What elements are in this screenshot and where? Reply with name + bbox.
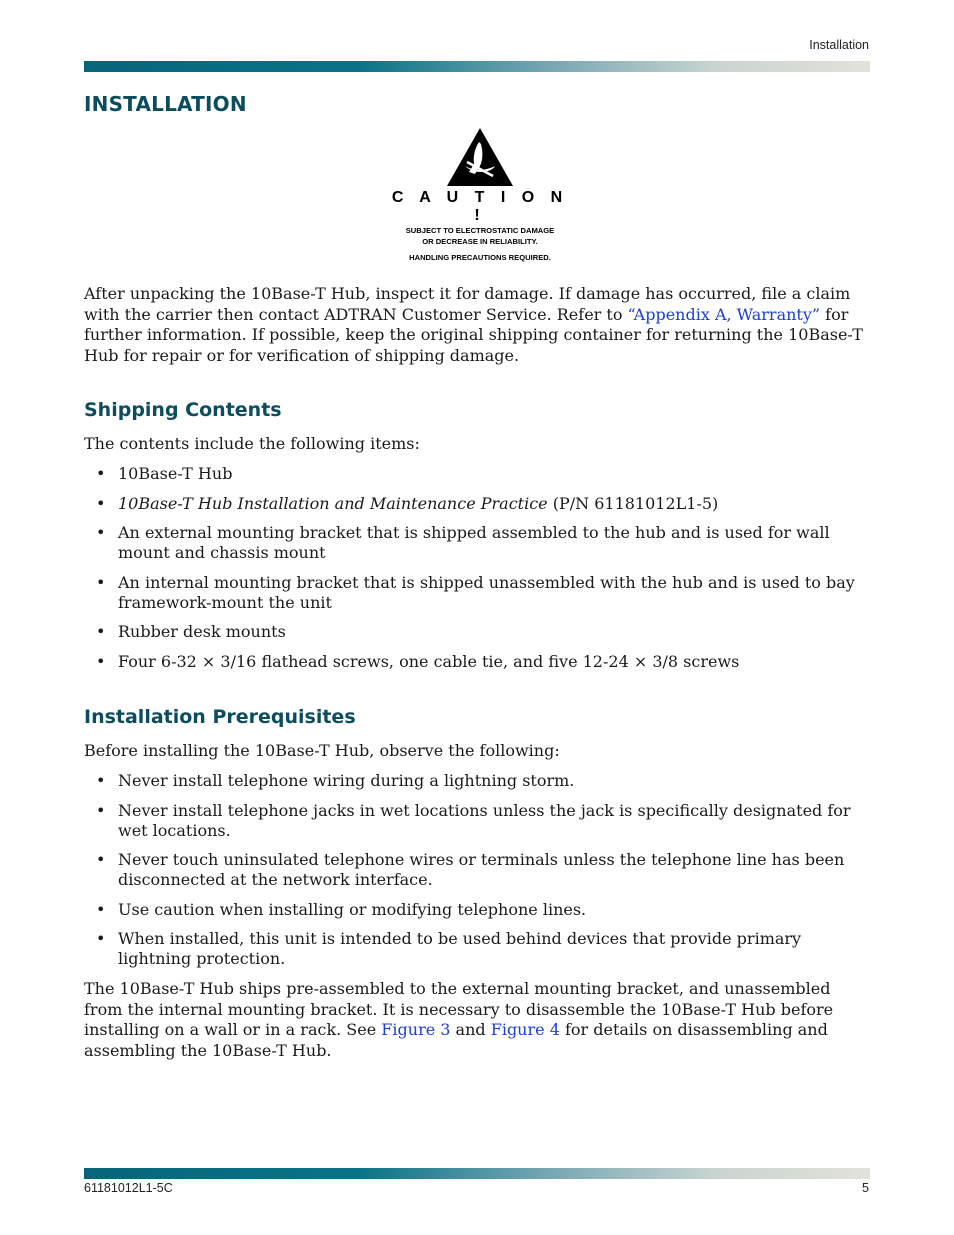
bullet-icon: • xyxy=(96,464,106,483)
bullet-icon: • xyxy=(96,800,106,820)
list-item xyxy=(84,523,870,563)
shipping-contents-heading: Shipping Contents xyxy=(84,399,282,421)
bullet-icon: • xyxy=(96,929,106,948)
header-divider-bar xyxy=(84,61,870,72)
list-item xyxy=(84,801,870,841)
list-item xyxy=(84,573,870,613)
list-item-text: An internal mounting bracket that is shipped unassembled with the hub and is used to bay framework-mount the unit xyxy=(118,572,855,612)
appendix-a-warranty-link[interactable]: “Appendix A, Warranty” xyxy=(627,304,821,324)
bullet-icon: • xyxy=(96,572,106,592)
shipping-list xyxy=(84,464,870,681)
caution-line-1: SUBJECT TO ELECTROSTATIC DAMAGE xyxy=(405,226,555,235)
list-item-text: An external mounting bracket that is shipped assembled to the hub and is used for wall mount and chassis mount xyxy=(118,523,830,562)
bullet-icon: • xyxy=(96,899,106,919)
list-item-text: Never touch uninsulated telephone wires or terminals unless the telephone line has been disconnected at the network interface. xyxy=(118,850,845,889)
caution-notice xyxy=(390,126,570,262)
list-item-text: (P/N 61181012L1-5) xyxy=(547,493,719,513)
list-item-text: When installed, this unit is intended to be used behind devices that provide primary lightning protection. xyxy=(118,929,802,968)
caution-title: C A U T I O N ! xyxy=(391,189,569,224)
list-item-text: Rubber desk mounts xyxy=(118,622,286,641)
shipping-lead: The contents include the following items: xyxy=(84,434,420,453)
list-item xyxy=(84,652,870,672)
installation-prerequisites-heading: Installation Prerequisites xyxy=(84,706,356,728)
list-item xyxy=(84,900,870,920)
bullet-icon: • xyxy=(96,771,106,790)
intro-text-1: After unpacking the 10Base-T Hub, inspect it for damage. If damage has occurred, file a claim with the carrier then contact ADTRAN Customer Service. Refer to xyxy=(84,284,851,324)
figure-3-link[interactable]: Figure 3 xyxy=(381,1020,451,1039)
caution-line-2: OR DECREASE IN RELIABILITY. xyxy=(422,237,538,246)
closing-paragraph xyxy=(84,979,870,1061)
footer-page-number: 5 xyxy=(862,1181,869,1195)
list-item xyxy=(84,850,870,890)
bullet-icon: • xyxy=(96,651,106,671)
bullet-icon: • xyxy=(96,850,106,869)
bullet-icon: • xyxy=(96,493,106,513)
page-title: INSTALLATION xyxy=(84,92,247,116)
prereq-list xyxy=(84,771,870,979)
closing-text-2: for details on disassembling and assembling the 10Base-T Hub. xyxy=(84,1020,828,1060)
list-item-text: Never install telephone wiring during a lightning storm. xyxy=(118,771,575,790)
bullet-icon: • xyxy=(96,622,106,641)
list-item xyxy=(84,622,870,642)
caution-line-3: HANDLING PRECAUTIONS REQUIRED. xyxy=(409,253,551,262)
list-item xyxy=(84,929,870,969)
footer-doc-number: 61181012L1-5C xyxy=(84,1181,173,1195)
prereq-lead: Before installing the 10Base-T Hub, observe the following: xyxy=(84,741,560,760)
closing-text-1: The 10Base-T Hub ships pre-assembled to the external mounting bracket, and unassembled from the internal mounting bracket. It is necessary to disassemble the 10Base-T Hub before installing on a wall or in a rack. See xyxy=(84,979,834,1039)
intro-paragraph xyxy=(84,284,870,366)
esd-warning-icon xyxy=(445,126,515,188)
figure-4-link[interactable]: Figure 4 xyxy=(490,1020,560,1039)
footer-divider-bar xyxy=(84,1168,870,1179)
list-item xyxy=(84,464,870,484)
list-item-text: Never install telephone jacks in wet locations unless the jack is specifically designated for wet locations. xyxy=(118,800,851,840)
list-item xyxy=(84,771,870,791)
bullet-icon: • xyxy=(96,523,106,542)
list-item-text: 10Base-T Hub xyxy=(118,464,233,483)
closing-text-mid: and xyxy=(450,1020,491,1039)
list-item-text: Use caution when installing or modifying telephone lines. xyxy=(118,899,587,919)
list-item xyxy=(84,494,870,514)
list-item-text: Four 6-32 × 3/16 flathead screws, one cable tie, and five 12-24 × 3/8 screws xyxy=(118,651,740,671)
manual-title: 10Base-T Hub Installation and Maintenance Practice xyxy=(118,493,548,513)
header-section-label: Installation xyxy=(809,38,869,52)
intro-text-2: for further information. If possible, keep the original shipping container for returning the 10Base-T Hub for repair or for verification of shipping damage. xyxy=(84,304,863,365)
